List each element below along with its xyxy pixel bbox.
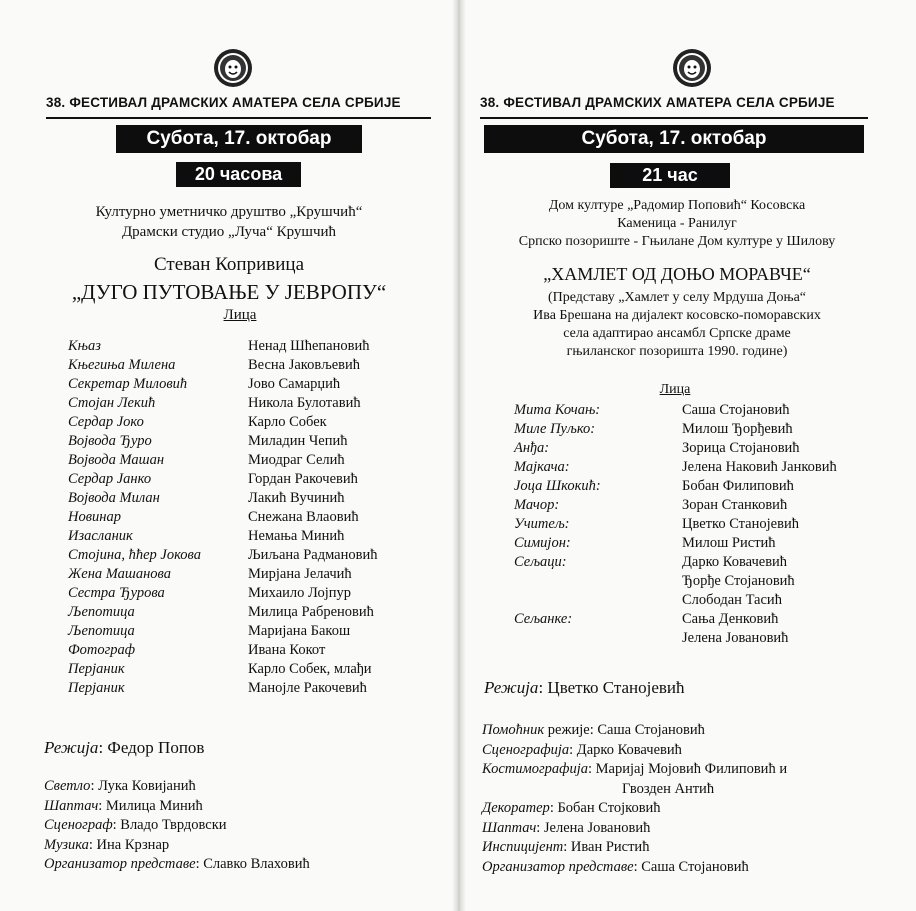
play-title: „ДУГО ПУТОВАЊЕ У ЈЕВРОПУ“ bbox=[71, 280, 387, 304]
crew-role: Шаптач bbox=[482, 819, 537, 836]
crew-role: Музика bbox=[44, 836, 89, 853]
cast-actor: Ивана Кокот bbox=[248, 642, 326, 658]
crew-line bbox=[482, 859, 749, 876]
cast-actor: Лакић Вучинић bbox=[248, 490, 345, 506]
cast-role: Мајкача: bbox=[514, 459, 570, 475]
cast-heading: Лица bbox=[223, 307, 257, 323]
cast-actor: Сања Денковић bbox=[682, 611, 779, 627]
cast-role: Фотограф bbox=[68, 642, 136, 658]
date-bar: Субота, 17. октобар bbox=[484, 125, 864, 153]
crew-person: : Ина Крзнар bbox=[88, 836, 170, 853]
cast-role: Сердар Јанко bbox=[68, 471, 152, 487]
cast-actor: Мирјана Јелачић bbox=[248, 566, 352, 582]
ensemble-line: Српско позориште - Гњилане Дом културе у Шилову bbox=[518, 234, 836, 249]
cast-role: Љепотица bbox=[68, 623, 135, 639]
director-label: Режија bbox=[44, 738, 99, 757]
crew-line bbox=[482, 800, 661, 817]
cast-role: Секретар Миловић bbox=[68, 376, 188, 392]
note-line: Ива Брешана на дијалект косовско-поморавских bbox=[533, 308, 821, 323]
cast-role: Мита Кочањ: bbox=[514, 402, 601, 418]
crew-person: Гвозден Антић bbox=[622, 780, 715, 797]
note-line: села адаптирао ансамбл Српске драме bbox=[563, 326, 791, 341]
cast-role: Војвода Милан bbox=[68, 490, 160, 506]
crew-line bbox=[482, 722, 705, 739]
crew-person: : Јелена Јовановић bbox=[536, 819, 651, 836]
cast-actor: Цветко Станојевић bbox=[682, 516, 799, 532]
cast-actor: Никола Булотавић bbox=[248, 395, 361, 411]
cast-actor: Јелена Јовановић bbox=[682, 630, 789, 646]
cast-actor: Слободан Тасић bbox=[682, 592, 782, 608]
cast-actor: Зоран Станковић bbox=[682, 497, 788, 513]
festival-title: 38. ФЕСТИВАЛ ДРАМСКИХ АМАТЕРА СЕЛА СРБИЈЕ bbox=[480, 95, 835, 110]
crew-line bbox=[482, 820, 650, 837]
crew-person: : Иван Ристић bbox=[563, 839, 650, 855]
cast-actor: Љиљана Радмановић bbox=[248, 547, 378, 563]
cast-role: Перјаник bbox=[68, 661, 125, 677]
director-line bbox=[484, 678, 685, 698]
crew-role: Организатор представе bbox=[44, 856, 196, 872]
cast-actor: Гордан Ракочевић bbox=[248, 471, 358, 487]
cast-actor: Карло Собек bbox=[248, 414, 327, 430]
crew-line bbox=[482, 761, 787, 778]
cast-role: Мачор: bbox=[514, 497, 560, 513]
cast-role: Сердар Јоко bbox=[68, 414, 144, 430]
cast-role: Сељаци: bbox=[514, 554, 567, 570]
cast-actor: Дарко Ковачевић bbox=[682, 554, 788, 570]
cast-actor: Михаило Лојпур bbox=[248, 585, 352, 601]
cast-actor: Милица Рабреновић bbox=[248, 604, 374, 620]
cast-role: Јоца Шкокић: bbox=[514, 478, 601, 494]
cast-role: Љепотица bbox=[68, 604, 135, 620]
book-gutter bbox=[452, 0, 466, 911]
crew-line bbox=[44, 778, 196, 795]
director-name: : Цветко Станојевић bbox=[538, 678, 685, 697]
cast-actor: Саша Стојановић bbox=[682, 402, 790, 418]
crew-line bbox=[44, 817, 227, 834]
cast-actor: Ненад Шћепановић bbox=[248, 338, 370, 354]
crew-person: : Милица Минић bbox=[98, 797, 203, 814]
cast-actor: Манојле Ракочевић bbox=[248, 680, 367, 696]
cast-role: Сестра Ђурова bbox=[68, 585, 165, 601]
crew-line bbox=[622, 781, 714, 798]
crew-role: Сценограф bbox=[44, 817, 113, 833]
crew-role: Инспицијент bbox=[482, 839, 564, 855]
director-line bbox=[44, 738, 204, 758]
cast-actor: Милош Ристић bbox=[682, 535, 776, 551]
ensemble-line: Дом културе „Радомир Поповић“ Косовска bbox=[548, 198, 806, 213]
crew-line bbox=[482, 839, 649, 856]
cast-role: Миле Пуљко: bbox=[514, 421, 596, 437]
cast-heading: Лица bbox=[659, 382, 691, 397]
crew-line bbox=[44, 798, 203, 815]
cast-role: Књегиња Милена bbox=[68, 357, 176, 373]
cast-role: Књаз bbox=[68, 338, 101, 354]
crew-line bbox=[482, 742, 682, 759]
cast-actor: Ђорђе Стојановић bbox=[682, 573, 795, 589]
note-line: (Представу „Хамлет у селу Мрдуша Доња“ bbox=[547, 290, 807, 305]
header-rule bbox=[46, 117, 431, 119]
crew-person: : Саша Стојановић bbox=[633, 858, 749, 875]
time-bar: 20 часова bbox=[176, 162, 301, 187]
crew-person: : Маријај Мојовић Филиповић и bbox=[587, 761, 788, 777]
time-bar: 21 час bbox=[610, 163, 730, 188]
cast-actor: Весна Јаковљевић bbox=[248, 357, 361, 373]
date-bar: Субота, 17. октобар bbox=[116, 125, 362, 153]
crew-person: : Владо Тврдовски bbox=[112, 817, 227, 833]
crew-line bbox=[44, 837, 169, 854]
right-page bbox=[458, 0, 916, 911]
cast-role: Новинар bbox=[68, 509, 121, 525]
crew-role: Шаптач bbox=[44, 797, 99, 814]
cast-role: Војвода Машан bbox=[68, 452, 165, 468]
crew-role: Помоћник bbox=[482, 722, 545, 738]
cast-role: Жена Машанова bbox=[68, 566, 171, 582]
festival-logo-icon bbox=[672, 48, 712, 88]
crew-person: режије: Саша Стојановић bbox=[544, 722, 705, 738]
festival-logo-icon bbox=[213, 48, 253, 88]
play-author: Стеван Копривица bbox=[153, 254, 305, 275]
cast-role: Анђа: bbox=[514, 440, 550, 456]
crew-person: : Лука Ковијанић bbox=[90, 778, 196, 794]
cast-role: Војвода Ђуро bbox=[68, 433, 152, 449]
cast-actor: Снежана Влаовић bbox=[248, 509, 359, 525]
header-rule bbox=[480, 117, 868, 119]
festival-title: 38. ФЕСТИВАЛ ДРАМСКИХ АМАТЕРА СЕЛА СРБИЈЕ bbox=[46, 95, 401, 110]
cast-actor: Маријана Бакош bbox=[248, 623, 351, 639]
cast-actor: Зорица Стојановић bbox=[682, 440, 800, 456]
cast-actor: Немања Минић bbox=[248, 528, 345, 544]
crew-person: : Дарко Ковачевић bbox=[569, 741, 682, 758]
cast-actor: Миодраг Селић bbox=[248, 452, 345, 468]
play-title: „ХАМЛЕТ ОД ДОЊО МОРАВЧЕ“ bbox=[543, 264, 811, 284]
cast-actor: Миладин Чепић bbox=[248, 433, 348, 449]
cast-actor: Јелена Наковић Јанковић bbox=[682, 459, 837, 475]
cast-role: Стојина, ћћер Јокова bbox=[68, 547, 201, 563]
crew-role: Организатор представе bbox=[482, 858, 634, 875]
crew-role: Костимографија bbox=[482, 761, 588, 777]
cast-role: Изасланик bbox=[68, 528, 133, 544]
crew-role: Сценографија bbox=[482, 741, 570, 758]
ensemble-line: Драмски студио „Луча“ Крушчић bbox=[121, 224, 337, 240]
ensemble-line: Каменица - Ранилуг bbox=[617, 216, 737, 231]
crew-person: : Бобан Стојковић bbox=[549, 800, 661, 816]
cast-actor: Јово Самарџић bbox=[248, 376, 341, 392]
director-label: Режија bbox=[484, 678, 539, 697]
cast-actor: Карло Собек, млађи bbox=[248, 661, 372, 677]
cast-role: Перјаник bbox=[68, 680, 125, 696]
crew-role: Декоратер bbox=[482, 800, 550, 816]
cast-role: Симијон: bbox=[514, 535, 571, 551]
crew-person: : Славко Влаховић bbox=[195, 856, 310, 872]
cast-actor: Бобан Филиповић bbox=[682, 478, 794, 494]
cast-role: Сељанке: bbox=[514, 611, 573, 627]
crew-role: Светло bbox=[44, 778, 91, 794]
cast-role: Стојан Лекић bbox=[68, 395, 156, 411]
ensemble-line: Културно уметничко друштво „Крушчић“ bbox=[95, 204, 363, 220]
director-name: : Федор Попов bbox=[98, 738, 205, 757]
cast-actor: Милош Ђорђевић bbox=[682, 421, 793, 437]
crew-line bbox=[44, 856, 310, 873]
cast-role: Учитељ: bbox=[514, 516, 570, 532]
note-line: гњиланског позоришта 1990. године) bbox=[566, 344, 788, 359]
